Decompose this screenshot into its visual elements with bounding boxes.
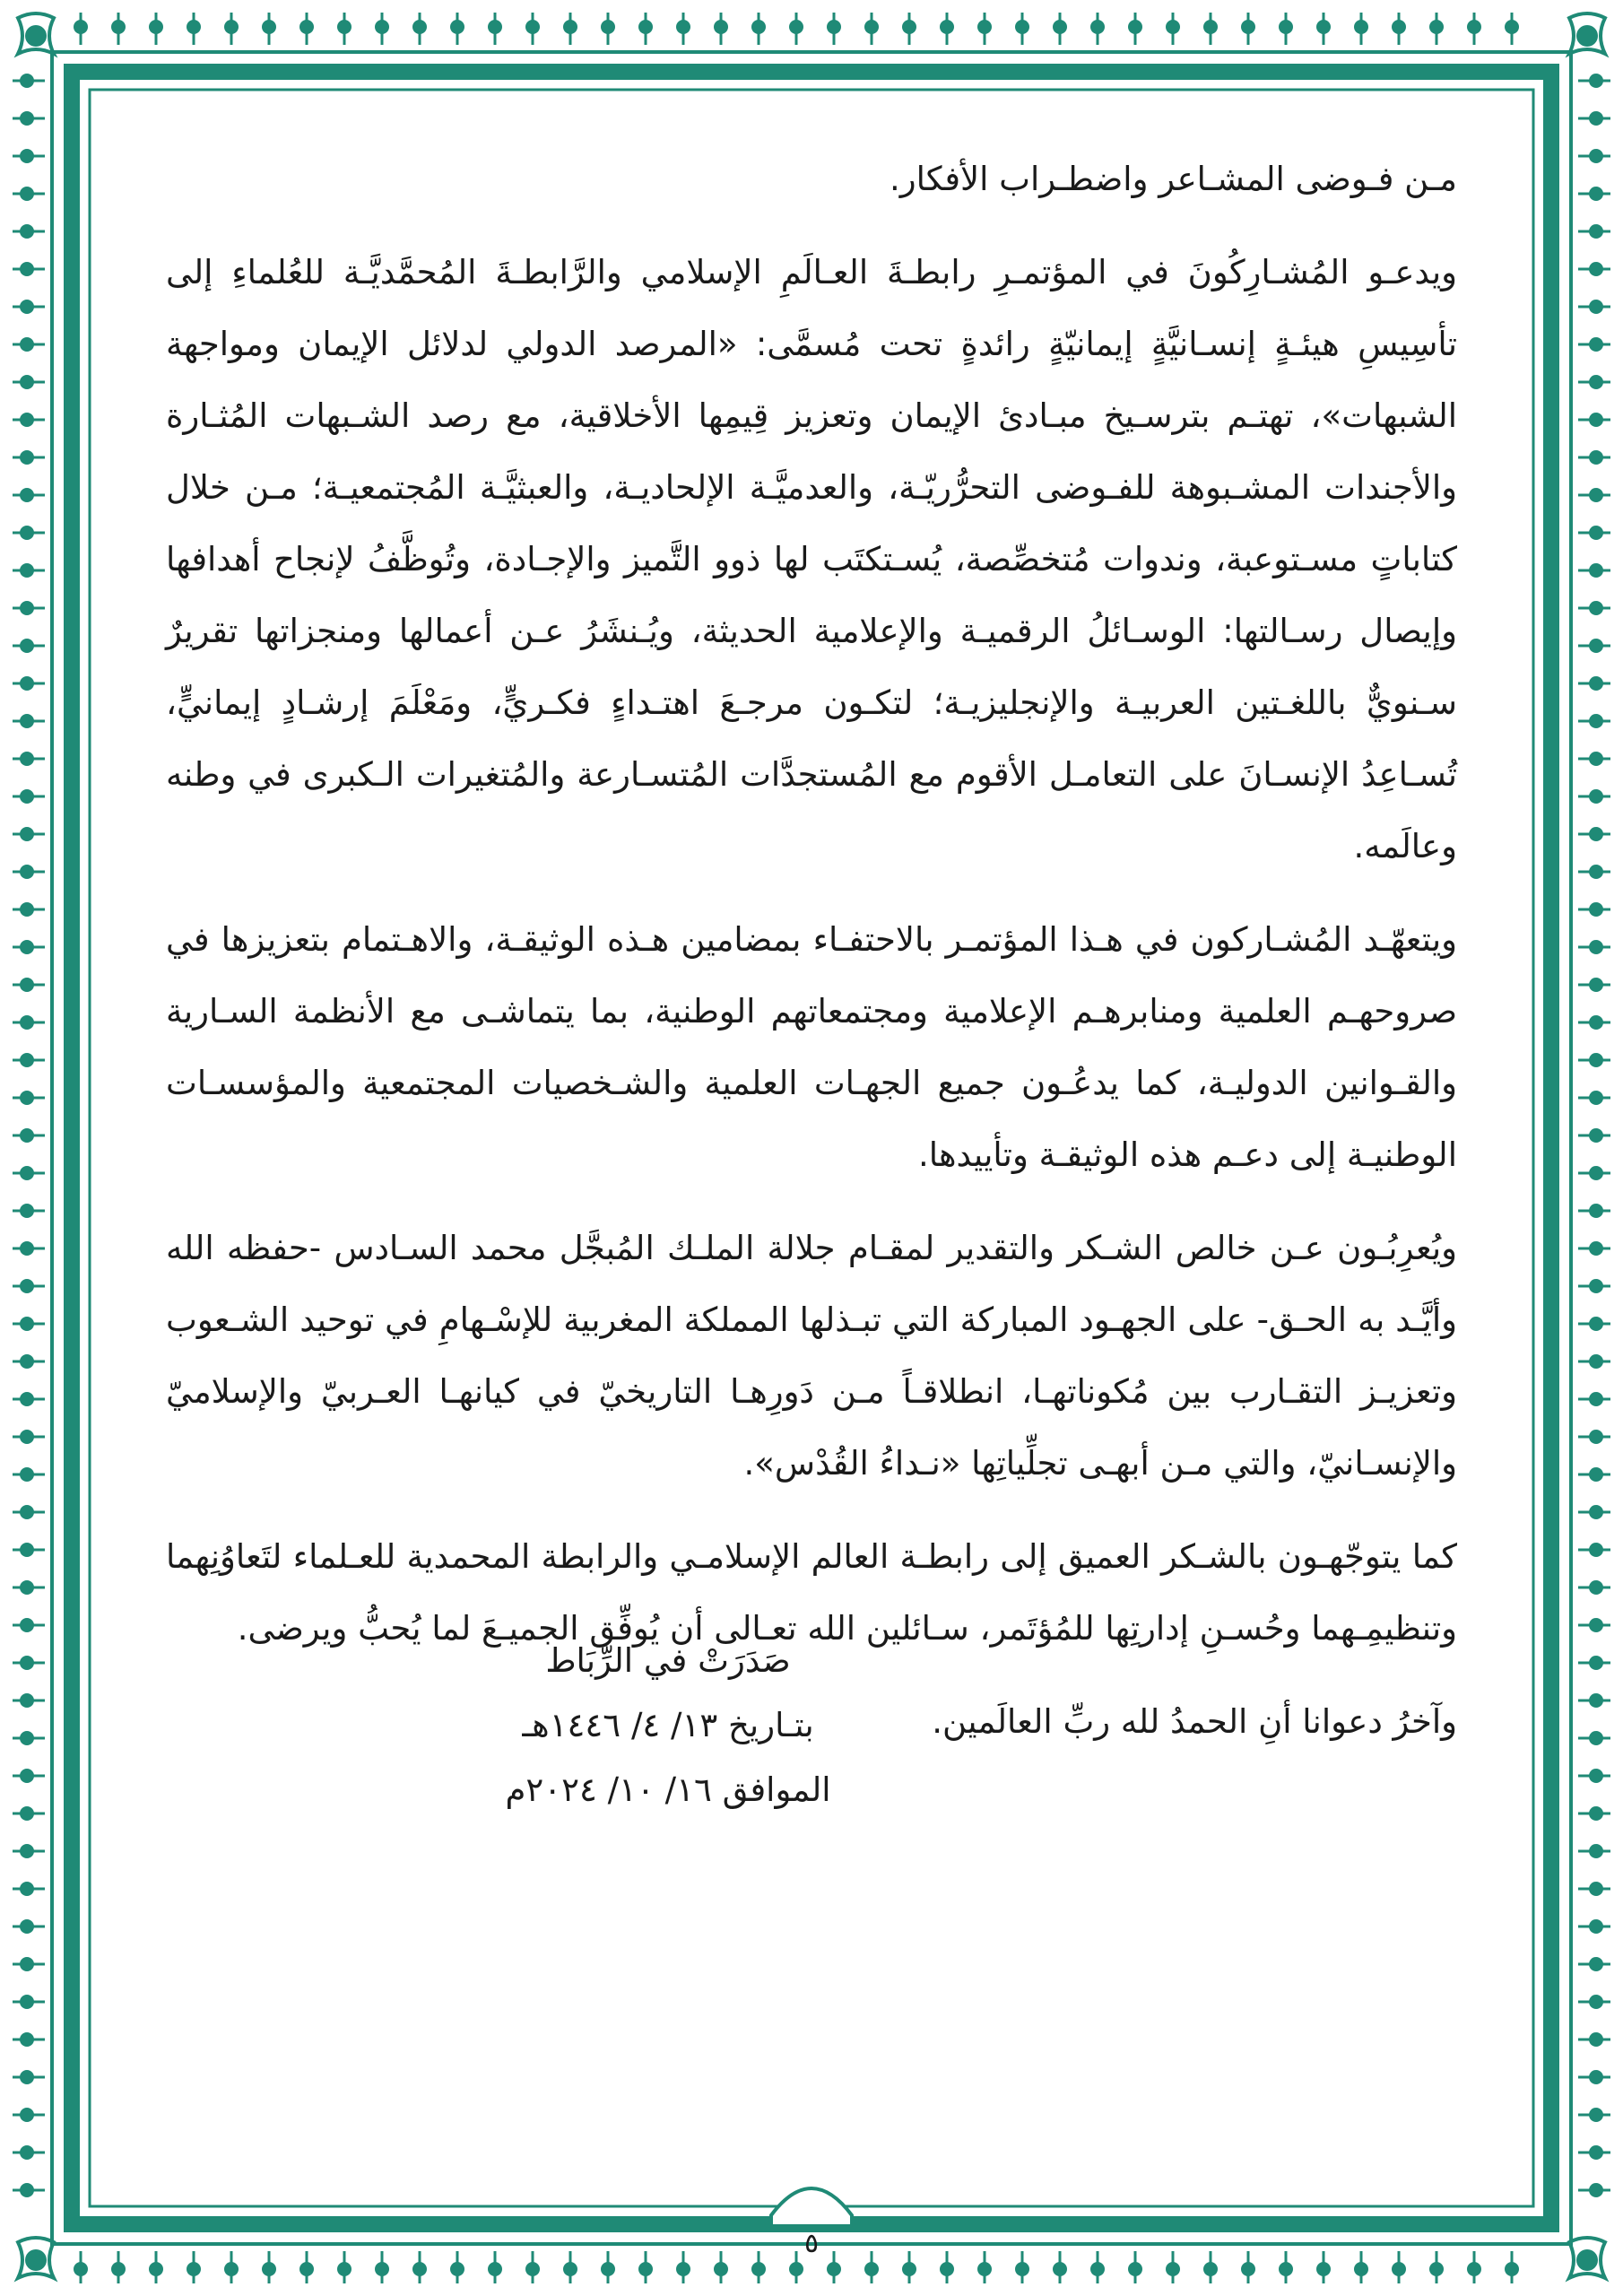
paragraph-3: ويتعهّـد المُشـاركون في هـذا المؤتمـر بالاحتفـاء بمضامين هـذه الوثيقـة، والاهـتمام بتعزيزها في صروحهـم العلمية ومنابرهـم الإعلامية ومجتمعاتهم الوطنية، بما يتماشـى مع الأنظمة السـارية والقـوانين الدوليـة، كما يدعُـون جميع الجهـات العلمية والشـخصيات المجتمعية والمؤسسـات الوطنيـة إلى دعـم هذه الوثيقـة وتأييدها. — [166, 920, 1457, 1174]
closing-line: وآخرُ دعوانا أنِ الحمدُ لله ربِّ العالَمين. — [932, 1702, 1457, 1741]
corner-ornament-bottom-right — [1569, 2238, 1605, 2278]
paragraph-2: ويدعـو المُشـارِكُونَ في المؤتمـرِ رابطـةَ العـالَمِ الإسلامي والرَّابطـةَ المُحمَّديَّـة للعُلماءِ إلى تأسِيسِ هيئـةٍ إنسـانيَّةٍ إيمانيّةٍ رائدةٍ تحت مُسمَّى: «المرصد الدولي لدلائل الإيمان ومواجهة الشبهات»، تهتـم بترسـيخ مبـادئ الإيمان وتعزيز قِيمِها الأخلاقية، مع رصد الشـبهات المُثـارة والأجندات المشـبوهة للفـوضى التحرُّريّـة، والعدميَّـة الإلحاديـة، والعبثيَّـة المُجتمعيـة؛ مـن خلال كتاباتٍ مسـتوعبة، وندوات مُتخصِّصة، يُسـتكتَب لها ذوو التَّميز والإجـادة، وتُوظَّفُ لإنجاح أهدافها وإيصال رسـالتها: الوسـائلُ الرقميـة والإعلامية الحديثة، ويُـنشَرُ عـن أعمالها ومنجزاتها تقريرٌ سـنويٌّ باللغـتين العربيـة والإنجليزيـة؛ لتكـون مرجـعَ اهتـداءٍ فكـريٍّ، ومَعْلَمَ إرشـادٍ إيمانيٍّ، تُسـاعِدُ الإنسـانَ على التعامـل الأقوم مع المُستجدَّات المُتسـارعة والمُتغيرات الـكبرى في وطنه وعالَمه. — [166, 253, 1457, 865]
paragraph-4: ويُعرِبُـون عـن خالص الشـكر والتقدير لمقـام جلالة الملـك المُبجَّل محمد السـادس -حفظه الله وأيَّـد به الحـق- على الجهـود المباركة التي تبـذلها المملكة المغربية للإسْـهامِ في توحيد الشـعوب وتعزيـز التقـارب بين مُكوناتهـا، انطلاقـاً مـن دَورِهـا التاريخيّ في كيانهـا العـربيّ والإسلاميّ والإنسـانيّ، والتي مـن أبهـى تجلِّياتِها «نـداءُ القُدْس». — [166, 1229, 1457, 1483]
corner-ornament-top-left — [18, 13, 54, 54]
page-number-tab — [771, 2188, 852, 2224]
paragraph-1: مـن فـوضى المشـاعر واضطـراب الأفكار. — [889, 160, 1457, 198]
corner-ornament-top-right — [1569, 13, 1605, 54]
page-number: ٥ — [803, 2228, 820, 2259]
gregorian-date: الموافق ١٦/ ١٠/ ٢٠٢٤م — [505, 1770, 831, 1809]
issued-place: صَدَرَتْ في الرِّبَاط — [545, 1641, 791, 1680]
issuance-block — [166, 1629, 1457, 1822]
document-body — [166, 144, 1457, 1779]
corner-ornament-bottom-left — [18, 2238, 54, 2278]
paragraph-5: كما يتوجّهـون بالشـكر العميق إلى رابطـة العالم الإسلامـي والرابطة المحمدية للعـلماء لتَعاوُنِهما وتنظيمِـهما وحُسـنِ إدارتِها للمُؤتَمر، سـائلين الله تعـالى أن يُوفِّق الجميـعَ لما يُحبُّ ويرضى. — [166, 1537, 1457, 1648]
hijri-date: بتـاريخ ١٣/ ٤/ ١٤٤٦هـ — [522, 1706, 814, 1744]
